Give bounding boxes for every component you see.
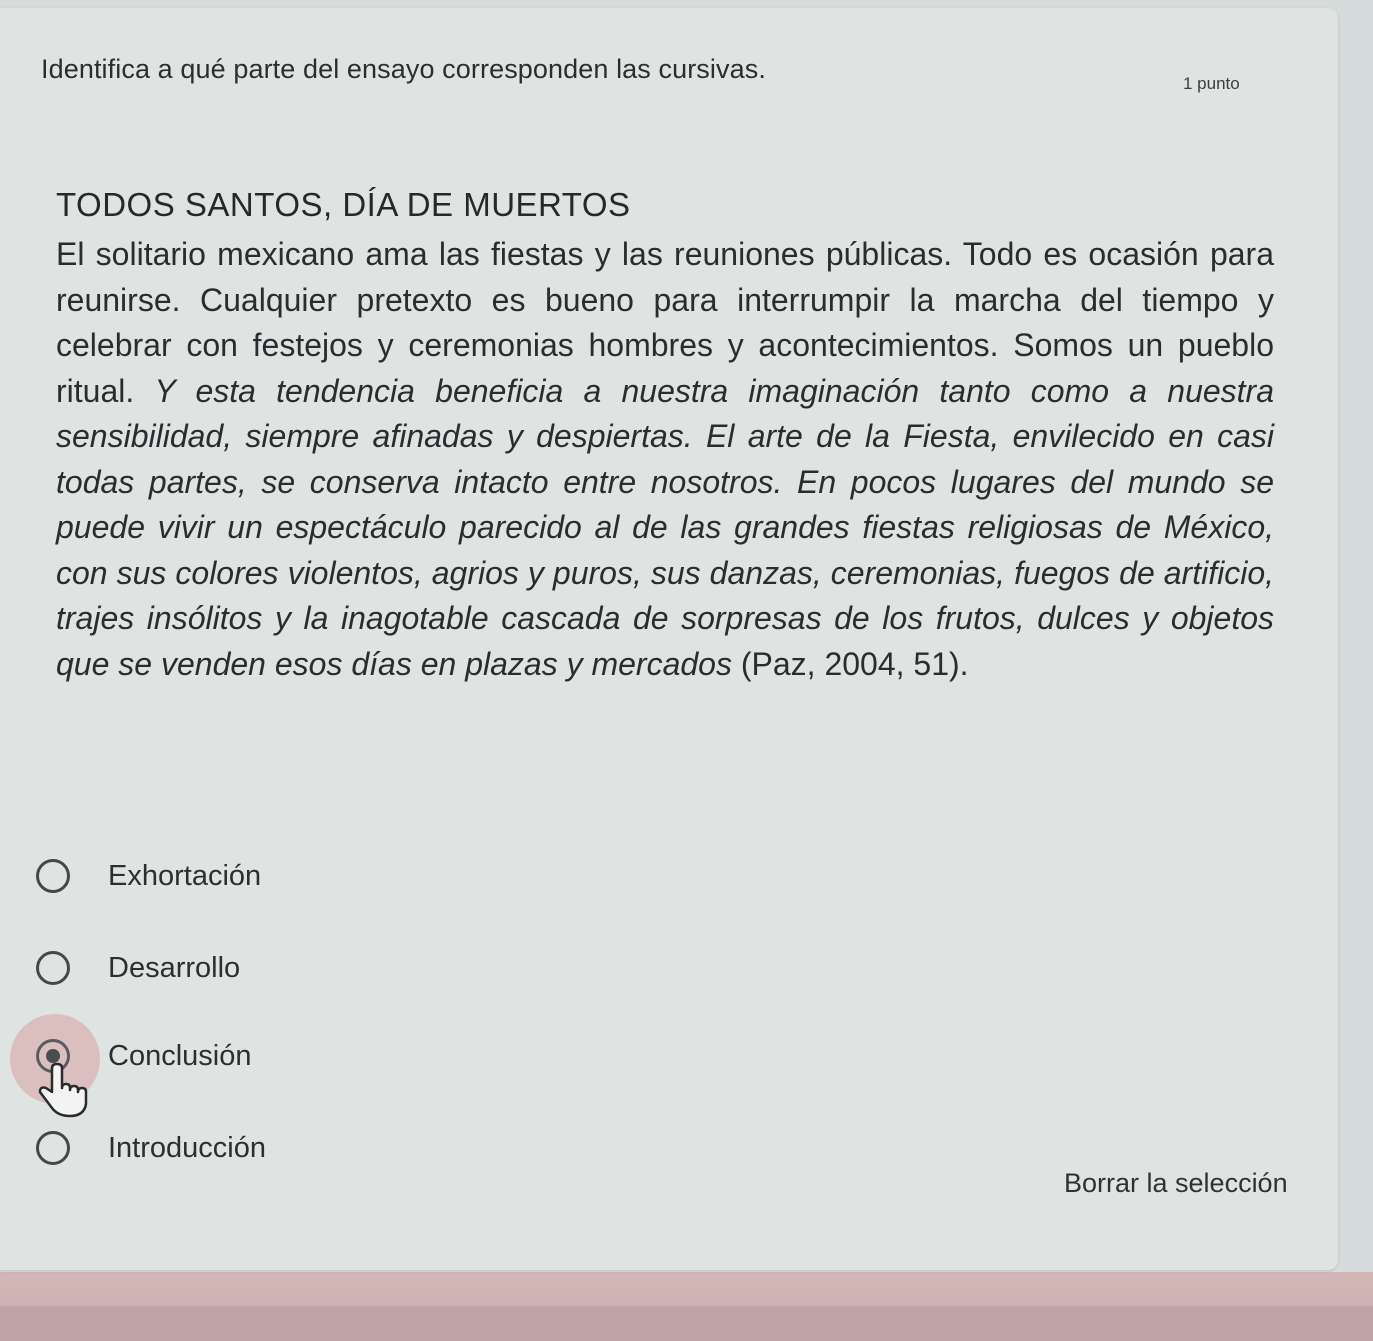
radio-button-icon[interactable] [36,1131,70,1165]
question-title: Identifica a qué parte del ensayo corresponden las cursivas. [41,54,766,84]
radio-button-icon[interactable] [36,859,70,893]
essay-title: TODOS SANTOS, DÍA DE MUERTOS [56,186,631,223]
essay-text-plain: El solitario mexicano ama las fiestas y las reuniones públicas. Todo es ocasión para reunirse. Cualquier pretexto es bueno para interrumpir la marcha del tiempo y celebrar con festejos y ceremonias hombres y acontecimientos. Somos un pueblo ritual. [56,236,1274,409]
hand-pointer-icon [30,1062,100,1122]
essay-citation: (Paz, 2004, 51). [740,645,969,682]
radio-button-icon[interactable] [36,951,70,985]
points-label: 1 punto [1183,74,1240,93]
option-label: Introducción [108,1131,266,1164]
option-introduccion[interactable] [36,1128,636,1168]
option-label: Conclusión [108,1039,252,1072]
clear-selection-button[interactable]: Borrar la selección [1064,1168,1288,1198]
option-label: Desarrollo [108,951,241,984]
option-conclusion[interactable] [36,1036,636,1076]
option-desarrollo[interactable] [36,948,636,988]
option-exhortacion[interactable] [36,856,636,896]
page-bottom-strip [0,1306,1373,1341]
essay-text-italic: Y esta tendencia beneficia a nuestra imaginación tanto como a nuestra sensibilidad, siempre afinadas y despiertas. El arte de la Fiesta, envilecido en casi todas partes, se conserva intacto entre nosotros. En pocos lugares del mundo se puede vivir un espectáculo parecido al de las grandes fiestas religiosas de México, con sus colores violentos, agrios y puros, sus danzas, ceremonias, fuegos de artificio, trajes insólitos y la inagotable cascada de sorpresas de los frutos, dulces y objetos que se venden esos días en plazas y mercados [56,372,1275,682]
essay-body [56,232,1274,687]
option-label: Exhortación [108,859,262,892]
